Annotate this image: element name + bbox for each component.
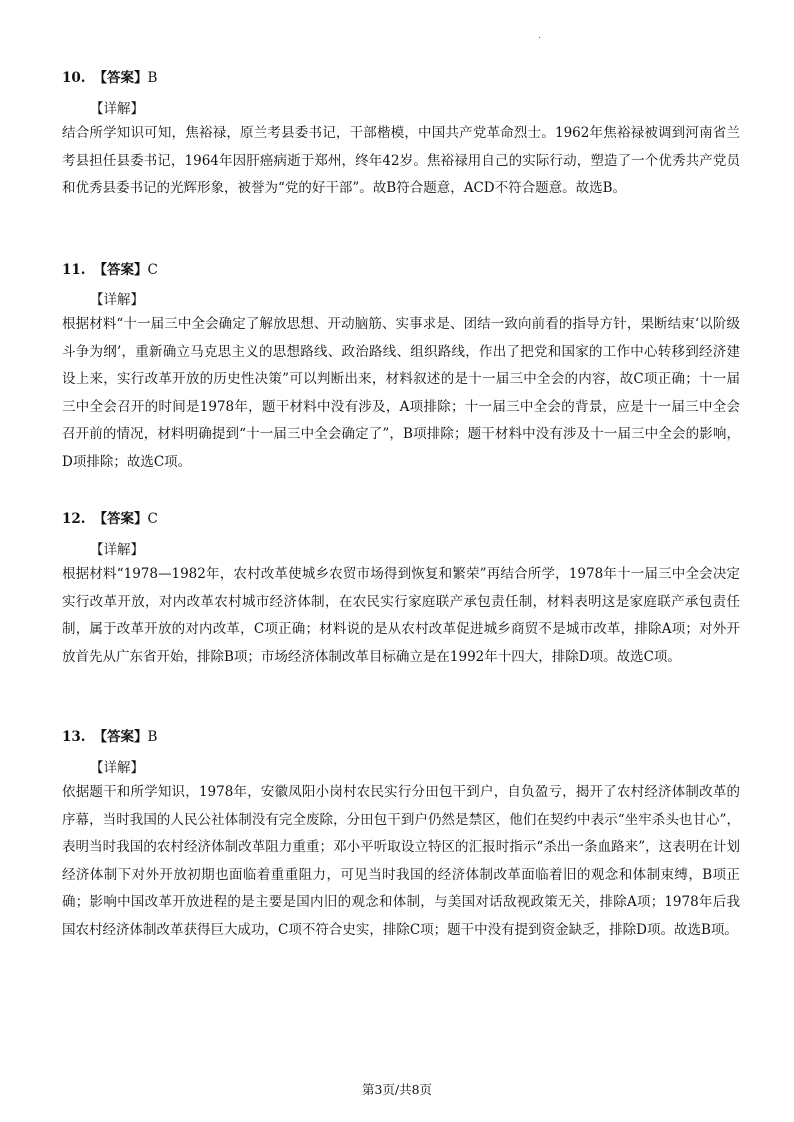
question-number: 11. — [62, 262, 86, 278]
answer-tag: 【答案】 — [93, 70, 148, 86]
answer-tag: 【答案】 — [93, 511, 148, 527]
question-10-header — [62, 66, 157, 86]
detail-label: 【详解】 — [90, 542, 144, 558]
detail-label: 【详解】 — [90, 101, 144, 117]
detail-label: 【详解】 — [90, 292, 144, 308]
answer-tag: 【答案】 — [93, 729, 148, 745]
answer-letter: C — [147, 262, 158, 278]
question-10-explanation: 结合所学知识可知，焦裕禄，原兰考县委书记，干部楷模，中国共产党革命烈士。1962年焦裕禄被调到河南省兰考县担任县委书记，1964年因肝癌病逝于郑州，终年42岁。焦裕禄用自己的实际行动，塑造了一个优秀共产党员和优秀县委书记的光辉形象，被誉为“党的好干部”。故B符合题意，ACD不符合题意。故选B。 — [62, 125, 740, 197]
answer-letter: C — [147, 511, 158, 527]
header-mark: . — [538, 30, 542, 41]
question-13-header — [62, 725, 157, 745]
question-number: 13. — [62, 729, 86, 745]
answer-letter: B — [147, 729, 158, 745]
question-13-explanation: 依据题干和所学知识，1978年，安徽凤阳小岗村农民实行分田包干到户，自负盈亏，揭开了农村经济体制改革的序幕，当时我国的人民公社体制没有完全废除，分田包干到户仍然是禁区，他们在契约中表示“坐牢杀头也甘心”，表明当时我国的农村经济体制改革阻力重重；邓小平听取设立特区的汇报时指示“杀出一条血路来”，这表明在计划经济体制下对外开放初期也面临着重重阻力，可见当时我国的经济体制改革面临着旧的观念和体制束缚，B项正确；影响中国改革开放进程的是主要是国内旧的观念和体制，与美国对话敌视政策无关，排除A项；1978年后我国农村经济体制改革获得巨大成功，C项不符合史实，排除C项；题干中没有提到资金缺乏，排除D项。故选B项。 — [62, 784, 740, 938]
detail-label: 【详解】 — [90, 760, 144, 776]
answer-letter: B — [147, 70, 158, 86]
question-11-header — [62, 258, 158, 278]
question-number: 10. — [62, 70, 86, 86]
question-12-explanation: 根据材料“1978—1982年，农村改革使城乡农贸市场得到恢复和繁荣”再结合所学，1978年十一届三中全会决定实行改革开放，对内改革农村城市经济体制，在农民实行家庭联产承包责任制，材料表明这是家庭联产承包责任制，属于改革开放的对内改革，C项正确；材料说的是从农村改革促进城乡商贸不是城市改革，排除A项；对外开放首先从广东省开始，排除B项；市场经济体制改革目标确立是在1992年十四大，排除D项。故选C项。 — [62, 566, 740, 665]
page-footer: 第3页/共8页 — [361, 1082, 433, 1097]
question-number: 12. — [62, 511, 86, 527]
answer-tag: 【答案】 — [93, 262, 148, 278]
question-11-explanation: 根据材料“十一届三中全会确定了解放思想、开动脑筋、实事求是、团结一致向前看的指导方针，果断结束‘以阶级斗争为纲’，重新确立马克思主义的思想路线、政治路线、组织路线，作出了把党和国家的工作中心转移到经济建设上来，实行改革开放的历史性决策”可以判断出来，材料叙述的是十一届三中全会的内容，故C项正确；十一届三中全会召开的时间是1978年，题干材料中没有涉及，A项排除；十一届三中全会的背景，应是十一届三中全会召开前的情况，材料明确提到“十一届三中全会确定了”，B项排除；题干材料中没有涉及十一届三中全会的影响，D项排除；故选C项。 — [62, 316, 740, 470]
question-12-header — [62, 507, 158, 527]
